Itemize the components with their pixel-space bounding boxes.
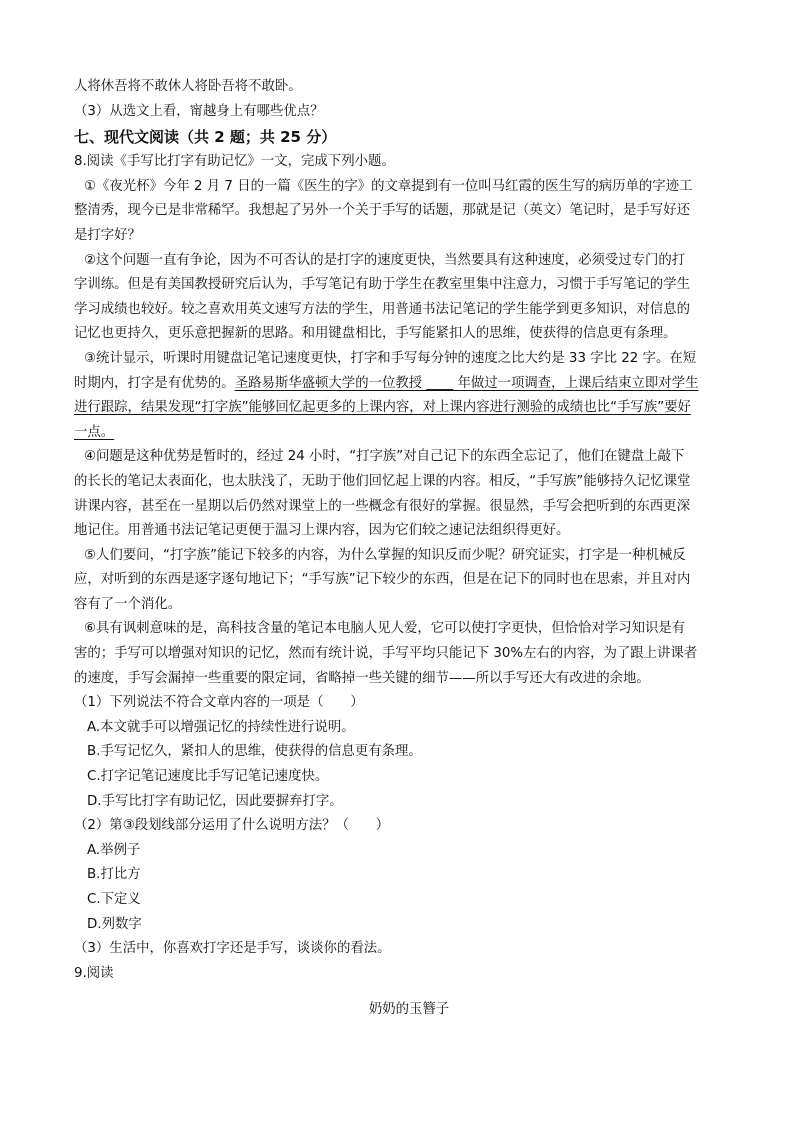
answer-option: B.打比方 [87,867,141,883]
document-page [74,75,724,1023]
article-title: 奶奶的玉簪子 [368,1002,450,1018]
text-line: 8.阅读《手写比打字有助记忆》一文，完成下列小题。 [74,154,395,170]
text-line: 整清秀，现今已是非常稀罕。我想起了另外一个关于手写的话题，那就是记（英文）笔记时，是手写好还 [74,203,690,219]
paragraph-start: ②这个问题一直有争论，因为不可否认的是打字的速度更快，当然要具有这种速度，必须受过专门的打 [84,252,686,268]
answer-option: A.举例子 [87,842,141,858]
plain-text: 时期内，打字是有优势的。 [74,375,235,391]
question: （3）从选文上看，甯越身上有哪些优点？ [74,103,324,119]
text-line: 是打字好？ [74,227,141,243]
text-line: 的速度，手写会漏掉一些重要的限定词，省略掉一些关键的细节——所以手写还大有改进的余地。 [74,670,650,686]
text-line [74,372,724,397]
text-line: 害的；手写可以增强对知识的记忆，然而有统计说，手写平均只能记下 30%左右的内容，为了跟上讲课者 [74,646,698,662]
paragraph-start: ⑥具有讽刺意味的是，高科技含量的笔记本电脑人见人爱，它可以使打字更快，但恰恰对学习知识是有 [84,621,686,637]
answer-option: D.列数字 [87,916,142,932]
paragraph-start: ①《夜光杯》今年 2 月 7 日的一篇《医生的字》的文章提到有一位叫马红霞的医生写的病历单的字迹工 [84,178,693,194]
text-line: 9.阅读 [74,965,114,981]
section-heading: 七、现代文阅读（共 2 题；共 25 分） [74,128,337,147]
underlined-text: 一点。 [74,424,115,440]
question: （3）生活中，你喜欢打字还是手写，谈谈你的看法。 [74,941,391,957]
underlined-text: 进行跟踪，结果发现“打字族”能够回忆起更多的上课内容，对上课内容进行测验的成绩也比“手写族”要好 [74,400,691,416]
text-line: 容有了一个消化。 [74,596,182,612]
question: （1）下列说法不符合文章内容的一项是（ ） [74,695,364,711]
paragraph-start: ⑤人们要问，“打字族”能记下较多的内容，为什么掌握的知识反而少呢？研究证实，打字是一种机械反 [84,547,686,563]
paragraph-start: ③统计显示，听课时用键盘记笔记速度更快，打字和手写每分钟的速度之比大约是 33 字比 22 字。在短 [84,350,697,366]
answer-option: A.本文就手可以增强记忆的持续性进行说明。 [87,719,355,735]
answer-option: D.手写比打字有助记忆，因此要摒弃打字。 [87,793,343,809]
text-line: 记忆也更持久，更乐意把握新的思路。和用键盘相比，手写能紧扣人的思维，使获得的信息更有条理。 [74,326,677,342]
text-line: 讲课内容，甚至在一星期以后仍然对课堂上的一些概念有很好的掌握。很显然，手写会把听到的东西更深 [74,498,690,514]
answer-option: B.手写记忆久，紧扣人的思维，使获得的信息更有条理。 [87,744,422,760]
text-line: 的长长的笔记太表面化，也太肤浅了，无助于他们回忆起上课的内容。相反，“手写族”能够持久记忆课堂 [74,473,691,489]
question: （2）第③段划线部分运用了什么说明方法？（ ） [74,818,390,834]
underlined-text: 圣路易斯华盛顿大学的一位教授 ____ 年做过一项调查，上课后结束立即对学生 [234,375,699,391]
text-line: 学习成绩也较好。较之喜欢用英文速写方法的学生，用普通书法记笔记的学生能学到更多知识，对信息的 [74,301,690,317]
paragraph-start: ④问题是这种优势是暂时的，经过 24 小时，“打字族”对自己记下的东西全忘记了，他们在键盘上敲下 [84,449,685,465]
text-line: 地记住。用普通书法记笔记更便于温习上课内容，因为它们较之速记法组织得更好。 [74,523,570,539]
answer-option: C.下定义 [87,892,141,907]
text-line: 人将休吾将不敢休人将卧吾将不敢卧。 [74,79,302,94]
answer-option: C.打字记笔记速度比手写记笔记速度快。 [87,769,329,785]
text-line: 应，对听到的东西是逐字逐句地记下；“手写族”记下较少的东西，但是在记下的同时也在思索，并且对内 [74,572,691,588]
text-line: 字训练。但是有美国教授研究后认为，手写笔记有助于学生在教室里集中注意力，习惯于手写笔记的学生 [74,277,690,293]
